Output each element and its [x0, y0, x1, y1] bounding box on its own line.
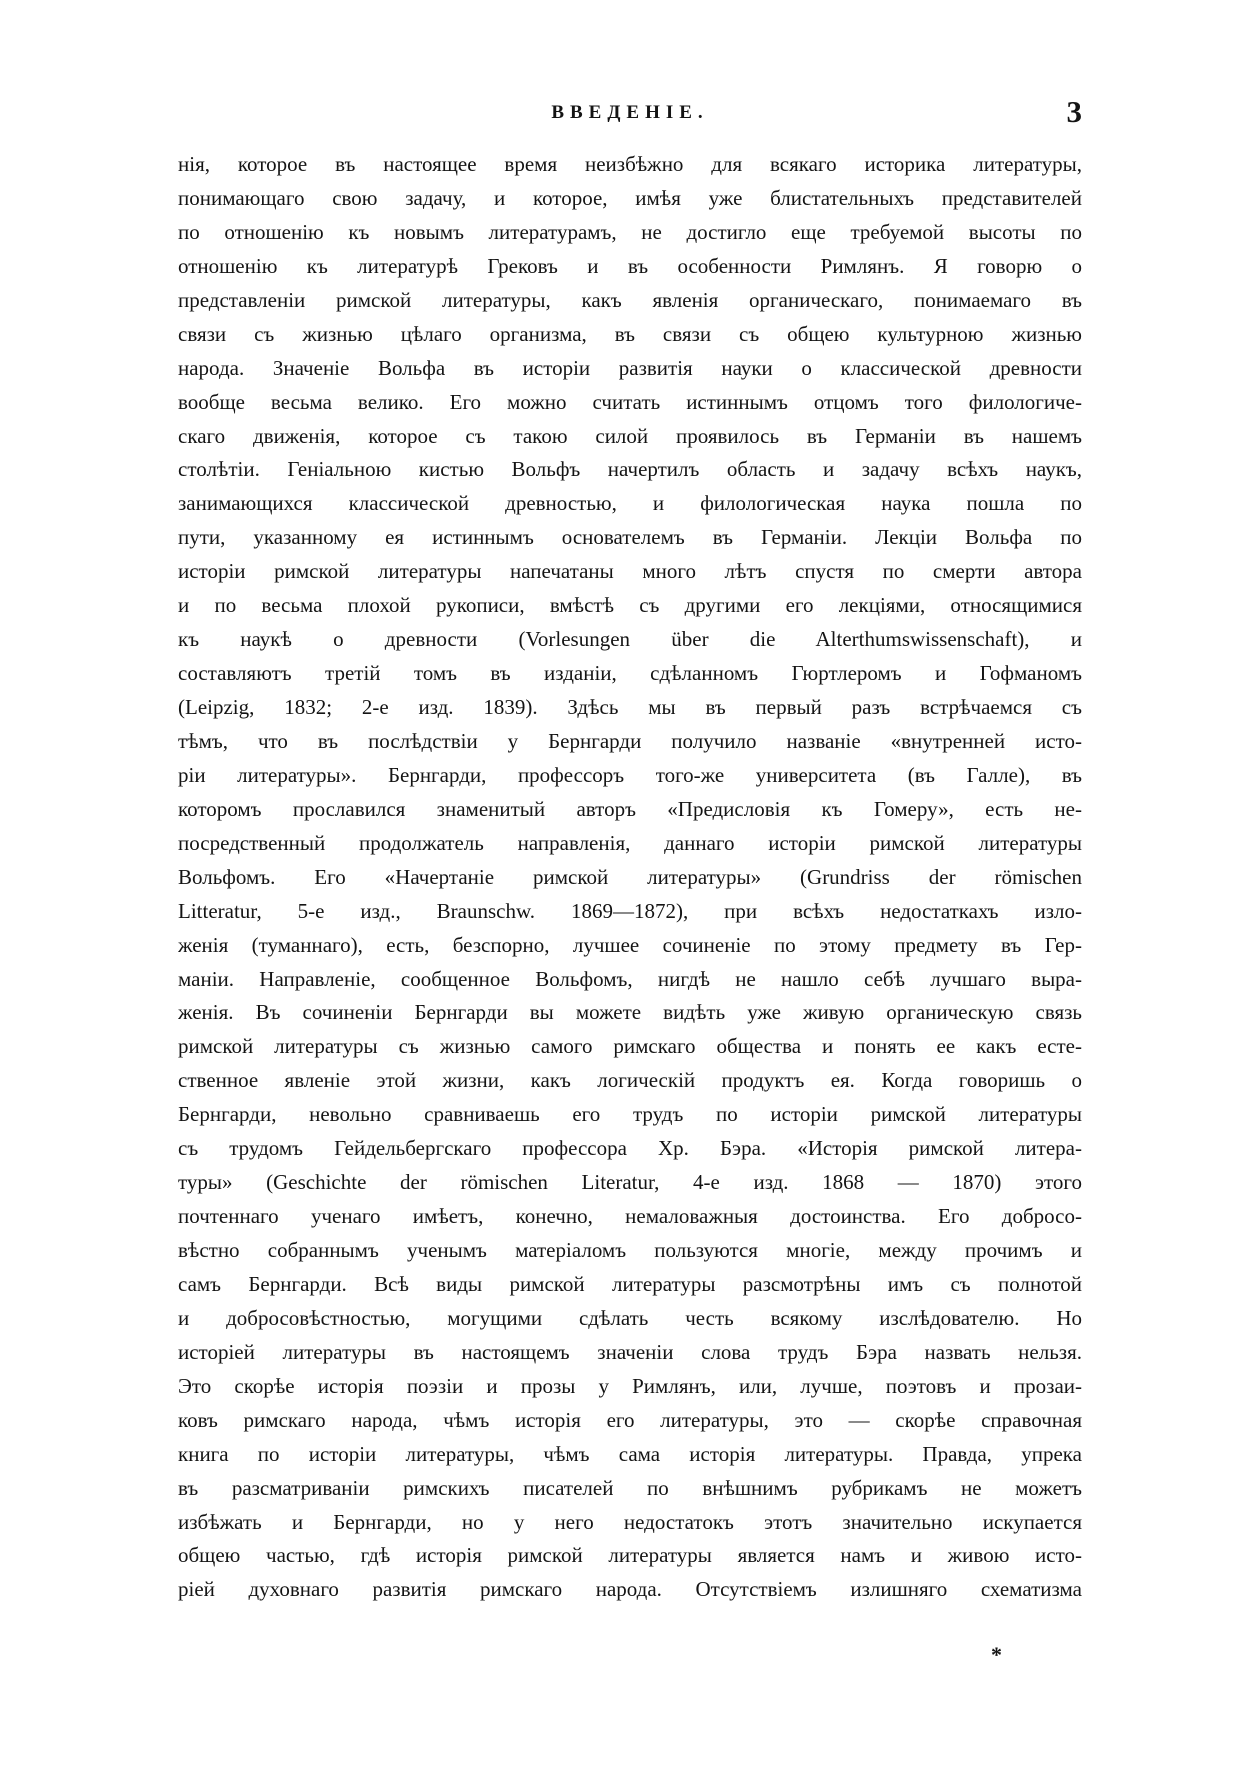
text-line: столѣтіи. Геніальною кистью Вольфъ начертилъ область и задачу всѣхъ наукъ,	[178, 457, 1082, 482]
text-line: женія. Въ сочиненіи Бернгарди вы можете видѣть уже живую органическую связь	[178, 1000, 1082, 1025]
text-line: исторіи римской литературы напечатаны много лѣтъ спустя по смерти автора	[178, 559, 1082, 584]
text-line: понимающаго свою задачу, и которое, имѣя уже блистательныхъ представителей	[178, 185, 1082, 210]
text-line: пути, указанному ея истиннымъ основателемъ въ Германіи. Лекціи Вольфа по	[178, 525, 1082, 550]
text-line: ственное явленіе этой жизни, какъ логическій продуктъ ея. Когда говоришь о	[178, 1068, 1082, 1093]
signature-mark: *	[991, 1642, 1002, 1667]
running-title: ВВЕДЕНІЕ.	[551, 102, 709, 123]
text-line: книга по исторіи литературы, чѣмъ сама исторія литературы. Правда, упрека	[178, 1441, 1082, 1466]
body-text	[178, 148, 1082, 1607]
text-line: Это скорѣе исторія поэзіи и прозы у Римлянъ, или, лучше, поэтовъ и прозаи-	[178, 1373, 1082, 1398]
text-line: въ разсматриваніи римскихъ писателей по внѣшнимъ рубрикамъ не можетъ	[178, 1475, 1082, 1500]
text-line: и добросовѣстностью, могущими сдѣлать честь всякому изслѣдователю. Но	[178, 1305, 1082, 1330]
text-line: вообще весьма велико. Его можно считать истиннымъ отцомъ того филологиче-	[178, 389, 1082, 414]
text-line: къ наукѣ о древности (Vorlesungen über die Alterthumswissenschaft), и	[178, 627, 1082, 652]
text-line: съ трудомъ Гейдельбергскаго профессора Хр. Бэра. «Исторія римской литера-	[178, 1136, 1082, 1161]
page-number: 3	[1066, 94, 1082, 129]
text-line: по отношенію къ новымъ литературамъ, не достигло еще требуемой высоты по	[178, 219, 1082, 244]
text-line: ріей духовнаго развитія римскаго народа. Отсутствіемъ излишняго схематизма	[178, 1577, 1082, 1602]
text-line: связи съ жизнью цѣлаго организма, въ связи съ общею культурною жизнью	[178, 321, 1082, 346]
text-line: вѣстно собраннымъ ученымъ матеріаломъ пользуются многіе, между прочимъ и	[178, 1238, 1082, 1262]
text-line: (Leipzig, 1832; 2-е изд. 1839). Здѣсь мы въ первый разъ встрѣчаемся съ	[178, 695, 1082, 719]
page-header	[178, 94, 1082, 140]
text-line: и по весьма плохой рукописи, вмѣстѣ съ другими его лекціями, относящимися	[178, 593, 1082, 618]
text-line: которомъ прославился знаменитый авторъ «Предисловія къ Гомеру», есть не-	[178, 796, 1082, 821]
text-line: нія, которое въ настоящее время неизбѣжно для всякаго историка литературы,	[178, 152, 1082, 176]
text-line: составляютъ третій томъ въ изданіи, сдѣланномъ Гюртлеромъ и Гофманомъ	[178, 661, 1082, 686]
text-line: Бернгарди, невольно сравниваешь его трудъ по исторіи римской литературы	[178, 1102, 1082, 1127]
text-line: исторіей литературы въ настоящемъ значеніи слова трудъ Бэра назвать нельзя.	[178, 1339, 1082, 1364]
text-line: тѣмъ, что въ послѣдствіи у Бернгарди получило названіе «внутренней исто-	[178, 728, 1082, 753]
text-line: избѣжать и Бернгарди, но у него недостатокъ этотъ значительно искупается	[178, 1509, 1082, 1534]
text-line: посредственный продолжатель направленія, даннаго исторіи римской литературы	[178, 830, 1082, 855]
text-line: представленіи римской литературы, какъ явленія органическаго, понимаемаго въ	[178, 287, 1082, 312]
text-line: самъ Бернгарди. Всѣ виды римской литературы разсмотрѣны имъ съ полнотой	[178, 1271, 1082, 1296]
text-line: Litteratur, 5-е изд., Braunschw. 1869—1872), при всѣхъ недостаткахъ изло-	[178, 898, 1082, 923]
text-line: женія (туманнаго), есть, безспорно, лучшее сочиненіе по этому предмету въ Гер-	[178, 932, 1082, 957]
text-line: скаго движенія, которое съ такою силой проявилось въ Германіи въ нашемъ	[178, 423, 1082, 448]
text-line: туры» (Geschichte der römischen Literatur, 4-е изд. 1868 — 1870) этого	[178, 1170, 1082, 1195]
text-line: маніи. Направленіе, сообщенное Вольфомъ, нигдѣ не нашло себѣ лучшаго выра-	[178, 966, 1082, 991]
text-line: почтеннаго ученаго имѣетъ, конечно, немаловажныя достоинства. Его добросо-	[178, 1204, 1082, 1229]
text-line: отношенію къ литературѣ Грековъ и въ особенности Римлянъ. Я говорю о	[178, 253, 1082, 278]
text-line: народа. Значеніе Вольфа въ исторіи развитія науки о классической древности	[178, 355, 1082, 380]
text-line: общею частью, гдѣ исторія римской литературы является намъ и живою исто-	[178, 1543, 1082, 1568]
text-line: занимающихся классической древностью, и филологическая наука пошла по	[178, 491, 1082, 516]
text-line: римской литературы съ жизнью самого римскаго общества и понять ее какъ есте-	[178, 1034, 1082, 1059]
text-line: ковъ римскаго народа, чѣмъ исторія его литературы, это — скорѣе справочная	[178, 1407, 1082, 1432]
text-line: ріи литературы». Бернгарди, профессоръ того-же университета (въ Галле), въ	[178, 762, 1082, 787]
text-line: Вольфомъ. Его «Начертаніе римской литературы» (Grundriss der römischen	[178, 864, 1082, 889]
